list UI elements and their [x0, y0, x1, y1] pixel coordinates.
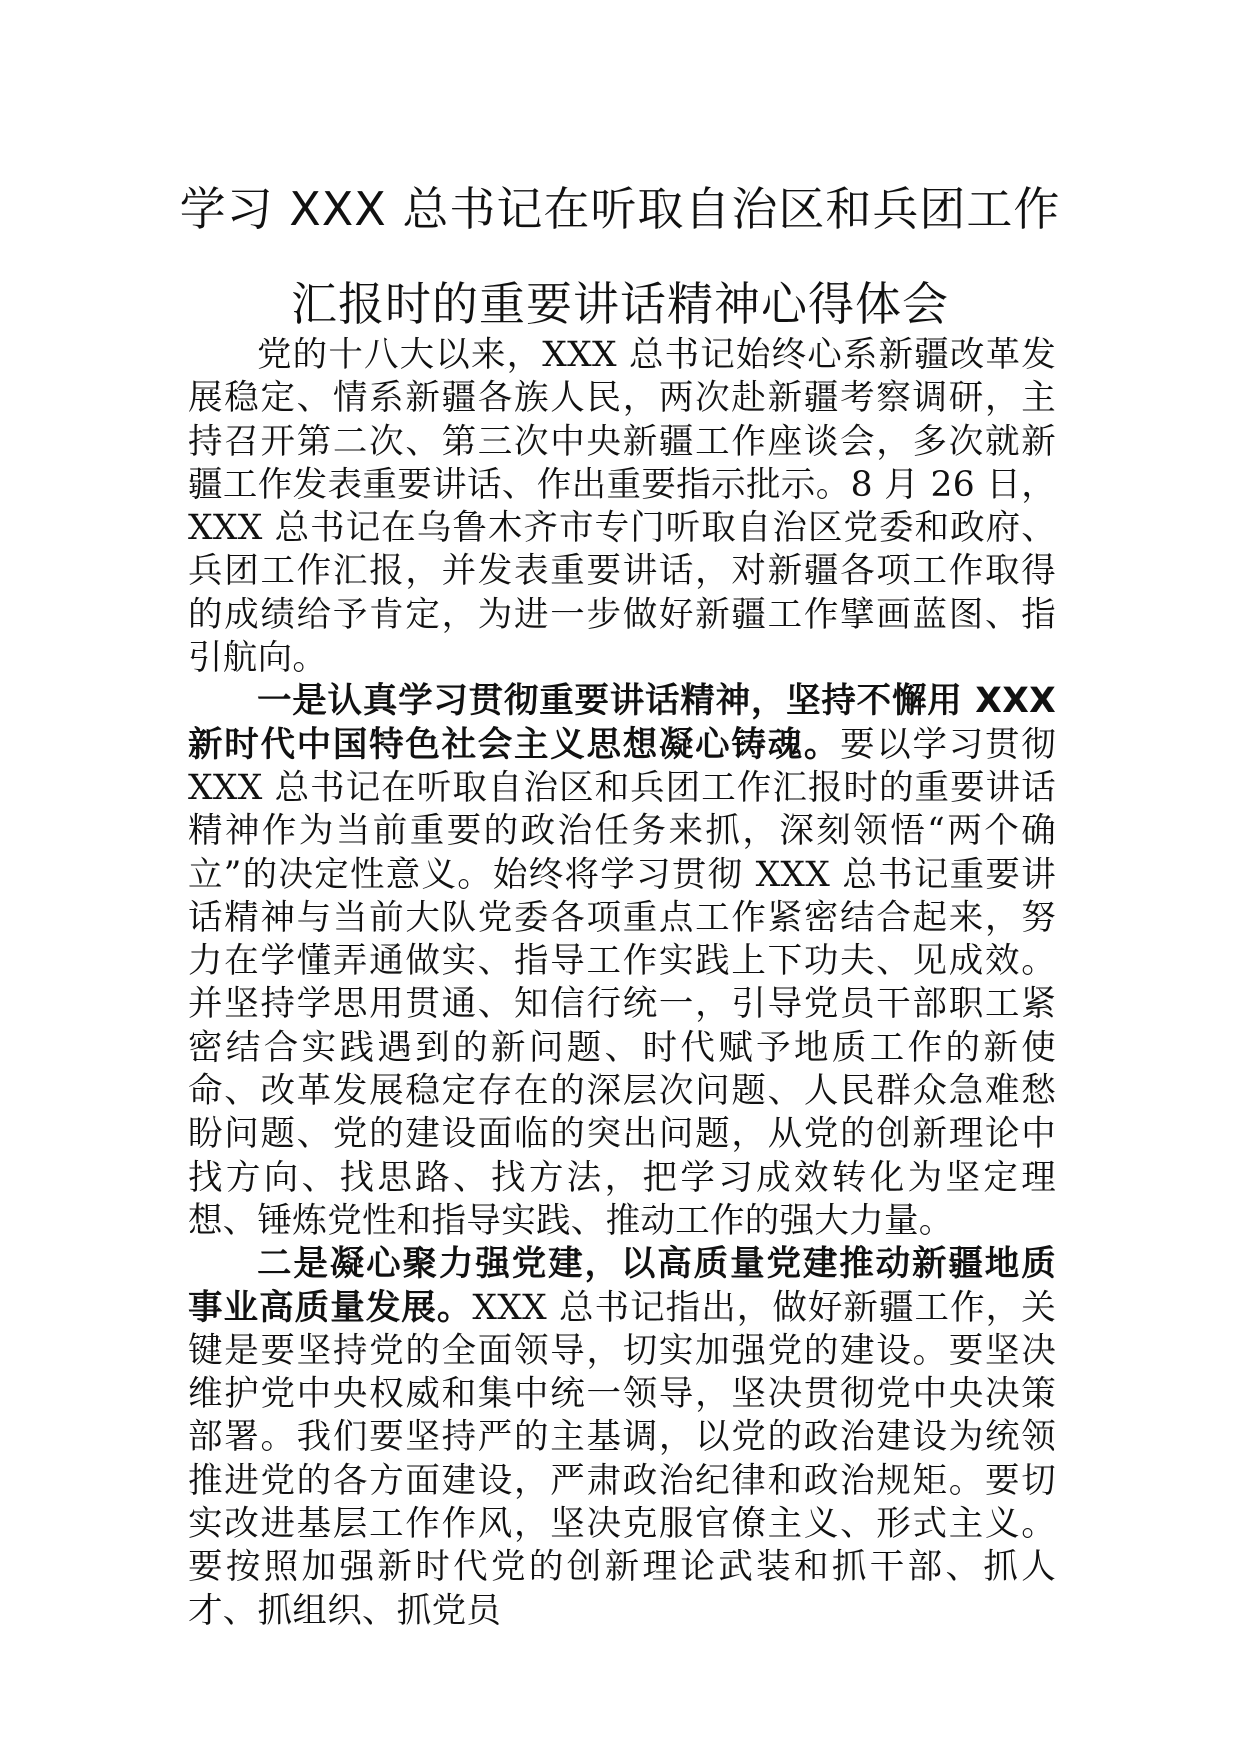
paragraph-text: 要以学习贯彻 XXX 总书记在听取自治区和兵团工作汇报时的重要讲话精神作为当前重要的政治任务来抓，深刻领悟“两个确立”的决定性意义。始终将学习贯彻 XXX 总书记重要讲话精神与当前大队党委各项重点工作紧密结合起来，努力在学懂弄通做实、指导工作实践上下功夫、见成效。并坚持学思用贯通、知信行统一，引导党员干部职工紧密结合实践遇到的新问题、时代赋予地质工作的新使命、改革发展稳定存在的深层次问题、人民群众急难愁盼问题、党的建设面临的突出问题，从党的创新理论中找方向、找思路、找方法，把学习成效转化为坚定理想、锤炼党性和指导实践、推动工作的强大力量。 [188, 724, 1056, 1241]
paragraph-point-2 [188, 1243, 1056, 1633]
paragraph-text: XXX 总书记指出，做好新疆工作，关键是要坚持党的全面领导，切实加强党的建设。要坚决维护党中央权威和集中统一领导，坚决贯彻党中央决策部署。我们要坚持严的主基调，以党的政治建设为统领推进党的各方面建设，严肃政治纪律和政治规矩。要切实改进基层工作作风，坚决克服官僚主义、形式主义。要按照加强新时代党的创新理论武装和抓干部、抓人才、抓组织、抓党员 [188, 1287, 1056, 1631]
paragraph-lead: 二是凝心聚力强党建，以高质量党建推动新疆地质事业高质量发展。 [188, 1244, 1056, 1328]
paragraph-lead: 一是认真学习贯彻重要讲话精神，坚持不懈用 XXX 新时代中国特色社会主义思想凝心铸魂。 [188, 681, 1056, 765]
document-body [188, 334, 1056, 1633]
paragraph-point-1 [188, 680, 1056, 1243]
title-line-1: 学习 XXX 总书记在听取自治区和兵团工作 [179, 182, 1061, 236]
document-title [150, 162, 1090, 352]
paragraph-intro [188, 334, 1056, 680]
paragraph-text: 党的十八大以来，XXX 总书记始终心系新疆改革发展稳定、情系新疆各族人民，两次赴新疆考察调研，主持召开第二次、第三次中央新疆工作座谈会，多次就新疆工作发表重要讲话、作出重要指示批示。8 月 26 日，XXX 总书记在乌鲁木齐市专门听取自治区党委和政府、兵团工作汇报，并发表重要讲话，对新疆各项工作取得的成绩给予肯定，为进一步做好新疆工作擘画蓝图、指引航向。 [188, 335, 1056, 679]
title-line-2: 汇报时的重要讲话精神心得体会 [291, 277, 949, 331]
